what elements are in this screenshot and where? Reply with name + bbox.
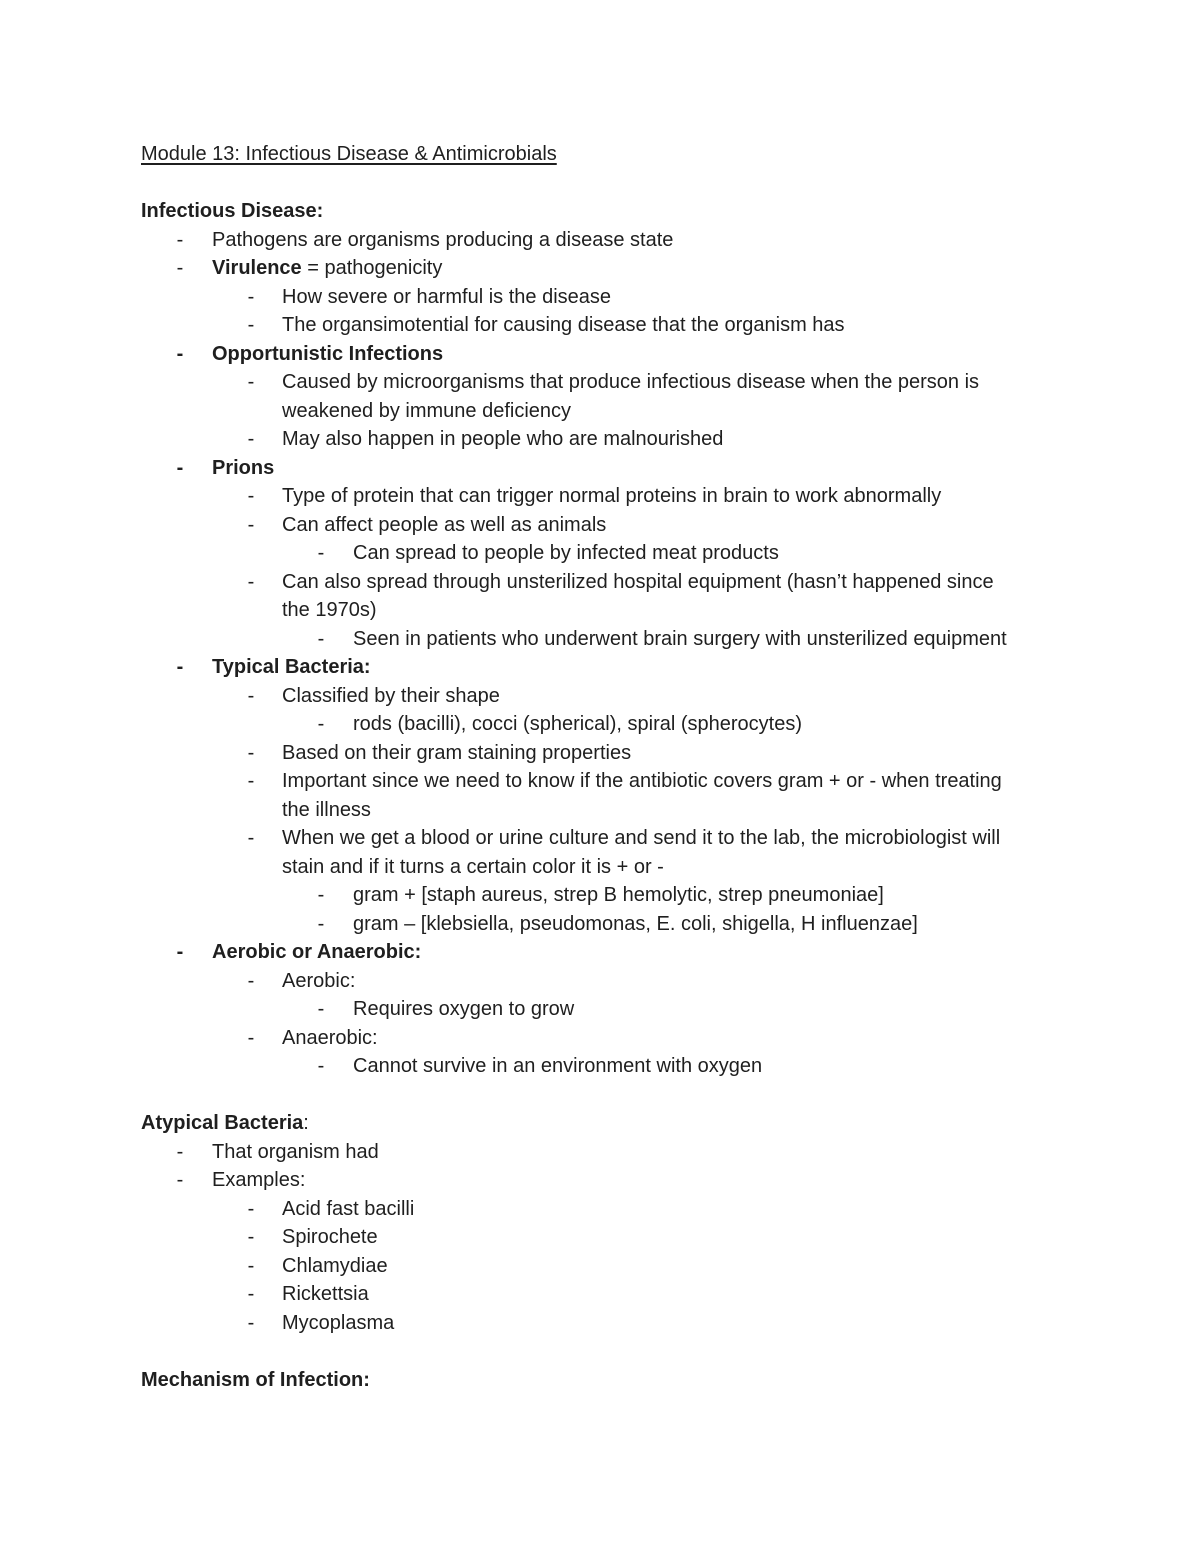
list-item-text: Cannot survive in an environment with oxygen (353, 1055, 763, 1077)
bullet-dash: - (176, 656, 184, 678)
list-item (0, 539, 1200, 568)
bullet-dash: - (247, 1226, 255, 1248)
list-item-text: That organism had (212, 1140, 379, 1163)
list-item (0, 881, 1200, 910)
list-item-text: Anaerobic: (282, 1026, 378, 1049)
list-item-continuation (0, 796, 1200, 825)
list-item-text: Pathogens are organisms producing a disease state (212, 228, 674, 251)
list-item (0, 568, 1200, 597)
definition-text: = pathogenicity (301, 257, 443, 279)
list-item (0, 226, 1200, 255)
list-item (0, 340, 1200, 369)
list-item (0, 767, 1200, 796)
list-item-text: Chlamydiae (282, 1254, 388, 1277)
list-item (0, 283, 1200, 312)
bullet-dash: - (247, 684, 255, 707)
bullet-dash: - (247, 485, 255, 507)
list-item (0, 511, 1200, 540)
list-item-text: Can spread to people by infected meat products (353, 542, 779, 564)
list-item-text: the illness (282, 798, 371, 821)
list-item-text: Type of protein that can trigger normal proteins in brain to work abnormally (282, 485, 942, 507)
list-item (0, 967, 1200, 996)
list-item-text: Can also spread through unsterilized hospital equipment (hasn’t happened since (282, 570, 994, 593)
list-item (0, 824, 1200, 853)
list-item-text: stain and if it turns a certain color it is + or - (282, 855, 664, 878)
list-item-text (212, 254, 442, 283)
bullet-dash: - (247, 1311, 255, 1334)
list-item-text: Requires oxygen to grow (353, 998, 575, 1020)
section-heading-infectious-disease: Infectious Disease: (141, 200, 324, 222)
subheading-aerobic-anaerobic: Aerobic or Anaerobic: (212, 941, 422, 963)
subheading-typical-bacteria: Typical Bacteria: (212, 656, 371, 678)
list-item (0, 995, 1200, 1024)
term-virulence: Virulence (212, 257, 302, 279)
bullet-dash: - (317, 627, 325, 650)
bullet-dash: - (247, 570, 255, 593)
list-item-text: May also happen in people who are malnourished (282, 428, 724, 450)
list-item-text: Classified by their shape (282, 684, 500, 707)
subheading-prions: Prions (212, 456, 275, 479)
bullet-dash: - (176, 941, 184, 963)
list-item (0, 910, 1200, 939)
list-item-continuation (0, 397, 1200, 426)
bullet-dash: - (247, 741, 255, 764)
list-item (0, 311, 1200, 340)
list-item-text: Mycoplasma (282, 1311, 395, 1334)
bullet-dash: - (176, 257, 184, 279)
bullet-dash: - (317, 542, 325, 564)
list-item-text: Rickettsia (282, 1283, 369, 1305)
bullet-dash: - (247, 969, 255, 992)
list-item (0, 254, 1200, 283)
list-item (0, 1166, 1200, 1195)
section-heading-mechanism-of-infection: Mechanism of Infection: (141, 1368, 370, 1391)
bullet-dash: - (247, 371, 255, 393)
section-heading-line (0, 1366, 1200, 1395)
bullet-dash: - (176, 342, 184, 365)
list-item-continuation (0, 596, 1200, 625)
bullet-dash: - (176, 1169, 184, 1191)
bullet-dash: - (247, 1197, 255, 1220)
section-heading-line (0, 1109, 1200, 1138)
list-item-text: Acid fast bacilli (282, 1197, 415, 1220)
bullet-dash: - (247, 285, 255, 308)
bullet-dash: - (176, 1140, 184, 1163)
list-item (0, 938, 1200, 967)
list-item-text: Important since we need to know if the antibiotic covers gram + or - when treating (282, 770, 1002, 792)
list-item-text: Aerobic: (282, 969, 356, 992)
list-item (0, 1223, 1200, 1252)
bullet-dash: - (247, 314, 255, 336)
bullet-dash: - (247, 1283, 255, 1305)
bullet-dash: - (176, 228, 184, 251)
list-item-text: Seen in patients who underwent brain surgery with unsterilized equipment (353, 627, 1007, 650)
bullet-dash: - (317, 998, 325, 1020)
list-item (0, 1195, 1200, 1224)
bullet-dash: - (247, 827, 255, 849)
bullet-dash: - (247, 428, 255, 450)
list-item-text: Can affect people as well as animals (282, 513, 607, 536)
list-item (0, 1138, 1200, 1167)
list-item-text: When we get a blood or urine culture and send it to the lab, the microbiologist will (282, 827, 1001, 849)
heading-suffix: : (303, 1112, 309, 1134)
section-heading-atypical-bacteria (141, 1109, 309, 1138)
bullet-dash: - (247, 1254, 255, 1277)
list-item-text: gram + [staph aureus, strep B hemolytic, strep pneumoniae] (353, 884, 884, 906)
list-item-text: Based on their gram staining properties (282, 741, 632, 764)
list-item-text: rods (bacilli), cocci (spherical), spiral (spherocytes) (353, 713, 803, 735)
list-item (0, 482, 1200, 511)
list-item (0, 625, 1200, 654)
list-item (0, 1309, 1200, 1338)
bullet-dash: - (317, 1055, 325, 1077)
bullet-dash: - (176, 456, 184, 479)
document-page (0, 140, 1200, 1394)
list-item (0, 739, 1200, 768)
bullet-dash: - (247, 770, 255, 792)
list-item (0, 1024, 1200, 1053)
list-item-text: How severe or harmful is the disease (282, 285, 612, 308)
list-item-text: Caused by microorganisms that produce infectious disease when the person is (282, 371, 980, 393)
list-item (0, 682, 1200, 711)
section-heading-line (0, 197, 1200, 226)
list-item-text: The organsimotential for causing disease that the organism has (282, 314, 845, 336)
bullet-dash: - (247, 513, 255, 536)
list-item-continuation (0, 853, 1200, 882)
list-item (0, 1252, 1200, 1281)
list-item (0, 710, 1200, 739)
list-item (0, 653, 1200, 682)
bullet-dash: - (317, 884, 325, 906)
list-item-text: weakened by immune deficiency (282, 399, 572, 422)
bullet-dash: - (247, 1026, 255, 1049)
list-item (0, 368, 1200, 397)
list-item-text: Examples: (212, 1169, 306, 1191)
bullet-dash: - (317, 713, 325, 735)
document-title: Module 13: Infectious Disease & Antimicrobials (141, 143, 557, 165)
list-item-text: gram – [klebsiella, pseudomonas, E. coli, shigella, H influenzae] (353, 912, 918, 935)
heading-text: Atypical Bacteria (141, 1112, 304, 1134)
list-item (0, 454, 1200, 483)
list-item (0, 425, 1200, 454)
list-item-text: Spirochete (282, 1226, 378, 1248)
list-item (0, 1280, 1200, 1309)
bullet-dash: - (317, 912, 325, 935)
subheading-opportunistic-infections: Opportunistic Infections (212, 342, 444, 365)
list-item (0, 1052, 1200, 1081)
title-line (0, 140, 1200, 169)
list-item-text: the 1970s) (282, 599, 377, 621)
